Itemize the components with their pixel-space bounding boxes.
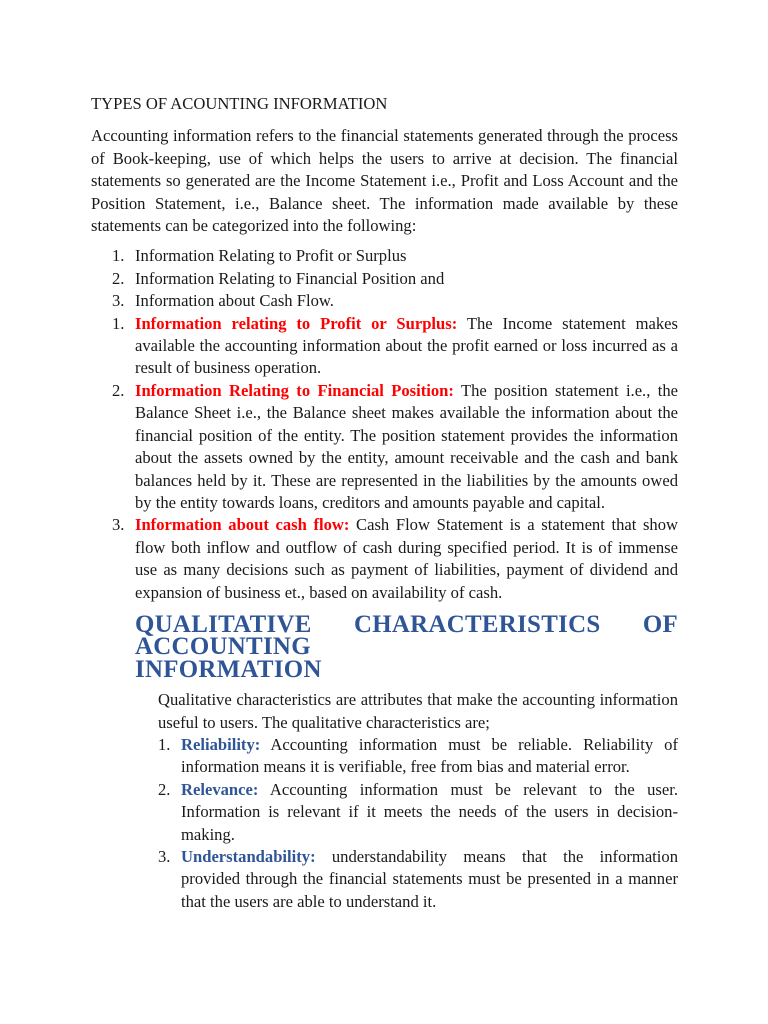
detail-item-position xyxy=(91,380,678,514)
document-title: TYPES OF ACOUNTING INFORMATION xyxy=(91,94,388,113)
qualitative-item-text: understandability means that the information provided through the financial statements must be presented in a manner that the users are able to understand it. xyxy=(181,847,678,911)
qualitative-item-reliability xyxy=(158,734,678,779)
list-number: 3. xyxy=(112,291,125,311)
qualitative-item-heading: Reliability: xyxy=(181,734,261,754)
detail-text: The position statement i.e., the Balance Sheet i.e., the Balance sheet makes available the information about the financial position of the entity. The position statement provides the information about the assets owned by the entity, amount receivable and the cash and bank balances held by it. These are represented in the liabilities by the amounts owed by the entity towards loans, creditors and amounts payable and capital. xyxy=(135,380,678,512)
list-number: 2. xyxy=(112,380,125,400)
list-item-text: Information Relating to Profit or Surplus xyxy=(135,246,407,266)
qualitative-item-relevance xyxy=(158,779,678,846)
list-number: 3. xyxy=(158,847,171,866)
qualitative-intro: Qualitative characteristics are attributes that make the accounting information useful to users. The qualitative characteristics are; xyxy=(158,690,678,732)
qualitative-item-text: Accounting information must be relevant to the user. Information is relevant if it meets the needs of the users in decision-making. xyxy=(181,779,678,844)
list-number: 1. xyxy=(158,734,171,754)
qualitative-section xyxy=(158,689,678,913)
detail-heading: Information about cash flow: xyxy=(135,515,350,535)
detail-item-profit xyxy=(91,313,678,380)
qualitative-section-heading xyxy=(135,610,678,683)
qualitative-item-understandability xyxy=(158,846,678,913)
qualitative-heading-line1: QUALITATIVE CHARACTERISTICS OF ACCOUNTING xyxy=(135,610,678,661)
qualitative-item-text: Accounting information must be reliable. Reliability of information means it is verifiable, free from bias and material error. xyxy=(181,734,678,777)
detail-text: The Income statement makes available the accounting information about the profit earned or loss incurred as a result of business operation. xyxy=(135,313,678,378)
detail-heading: Information Relating to Financial Position: xyxy=(135,380,454,400)
qualitative-list xyxy=(158,734,678,913)
list-item xyxy=(91,268,678,290)
list-item xyxy=(91,245,678,267)
list-item-text: Information Relating to Financial Position and xyxy=(135,268,445,288)
intro-paragraph: Accounting information refers to the financial statements generated through the process of Book-keeping, use of which helps the users to arrive at decision. The financial statements so generated are the Income Statement i.e., Profit and Loss Account and the Position Statement, i.e., Balance sheet. The information made available by these statements can be categorized into the following: xyxy=(91,126,678,236)
simple-list xyxy=(91,245,678,312)
qualitative-heading-line2: INFORMATION xyxy=(135,655,322,683)
list-number: 2. xyxy=(158,779,171,799)
list-number: 1. xyxy=(112,246,125,266)
detail-item-cash-flow xyxy=(91,514,678,604)
qualitative-item-heading: Relevance: xyxy=(181,779,259,799)
list-item-text: Information about Cash Flow. xyxy=(135,291,334,311)
detail-text: Cash Flow Statement is a statement that show flow both inflow and outflow of cash during specified period. It is of immense use as many decisions such as payment of liabilities, payment of dividend and expansion of business et., based on availability of cash. xyxy=(135,515,679,602)
list-number: 3. xyxy=(112,515,125,535)
list-number: 2. xyxy=(112,268,125,288)
qualitative-item-heading: Understandability: xyxy=(181,847,316,866)
list-item xyxy=(91,290,678,312)
list-number: 1. xyxy=(112,313,125,333)
detail-heading: Information relating to Profit or Surplus: xyxy=(135,313,458,333)
detail-list xyxy=(91,313,678,604)
